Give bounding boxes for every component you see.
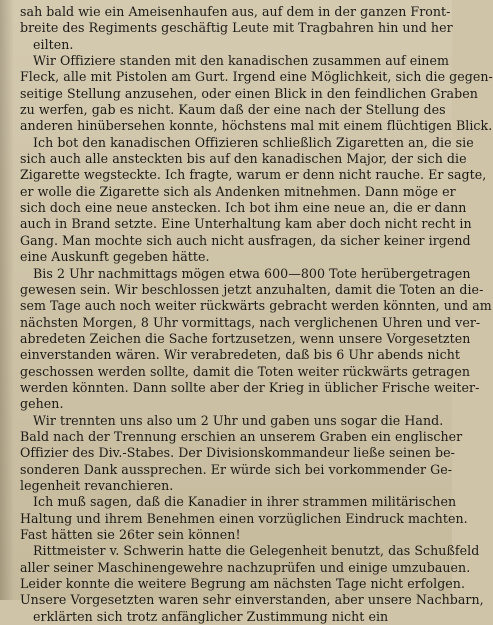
paragraph [20, 53, 493, 135]
text-line: seitige Stellung anzusehen, oder einen Blick in den feindlichen Graben [20, 85, 478, 101]
text-line: sich auch alle ansteckten bis auf den kanadischen Major, der sich die [20, 151, 467, 167]
text-line: sich doch eine neue anstecken. Ich bot ihm eine neue an, die er dann [20, 200, 467, 216]
text-line: sah bald wie ein Ameisenhaufen aus, auf dem in der ganzen Front- [20, 4, 451, 19]
text-line: zu werfen, gab es nicht. Kaum daß der eine nach der Stellung des [20, 102, 446, 118]
body-text [20, 4, 493, 625]
text-line: legenheit revanchieren. [20, 477, 174, 493]
paragraph [20, 412, 463, 495]
paragraph [20, 494, 468, 543]
text-line: geschossen werden sollte, damit die Toten weiter rückwärts getragen [20, 363, 471, 379]
paragraph [20, 134, 487, 266]
paragraph [20, 4, 453, 53]
text-line: aller seiner Maschinengewehre nachzuprüfen und einige umzubauen. [20, 559, 471, 575]
text-line: Ich muß sagen, daß die Kanadier in ihrer strammen militärischen [33, 494, 457, 510]
text-line: einverstanden wären. Wir verabredeten, daß bis 6 Uhr abends nicht [20, 347, 460, 363]
text-line: nächsten Morgen, 8 Uhr vormittags, nach verglichenen Uhren und ver- [20, 314, 481, 330]
text-line: breite des Regiments geschäftig Leute mit Tragbahren hin und her [20, 20, 453, 36]
text-line: sem Tage auch noch weiter rückwärts gebracht werden könnten, und am [20, 298, 492, 314]
text-line: eine Auskunft gegeben hätte. [20, 249, 210, 265]
text-line: Offizier des Div.-Stabes. Der Divisionskommandeur ließe seinen be- [20, 445, 455, 461]
text-line: werden könnten. Dann sollte aber der Krieg in üblicher Frische weiter- [20, 379, 480, 395]
text-line: Haltung und ihrem Benehmen einen vorzüglichen Eindruck machten. [20, 510, 468, 526]
text-line: anderen hinübersehen konnte, höchstens mal mit einem flüchtigen Blick. [20, 118, 493, 134]
paragraph [20, 265, 492, 413]
text-line: gewesen sein. Wir beschlossen jetzt anzuhalten, damit die Toten an die- [20, 281, 484, 297]
text-line: Unsere Vorgesetzten waren sehr einverstanden, aber unsere Nachbarn, [20, 592, 484, 608]
page-fold-shadow [0, 0, 14, 600]
paragraph [20, 543, 484, 625]
text-line: erklärten sich trotz anfänglicher Zustimmung nicht ein [33, 608, 389, 624]
text-line: Wir trennten uns also um 2 Uhr und gaben uns sogar die Hand. [33, 412, 444, 428]
text-line: Ich bot den kanadischen Offizieren schließlich Zigaretten an, die sie [33, 134, 474, 150]
text-line: auch in Brand setzte. Eine Unterhaltung kam aber doch nicht recht in [20, 216, 472, 232]
text-line: gehen. [20, 396, 64, 412]
text-line: eilten. [33, 36, 74, 52]
text-line: Rittmeister v. Schwerin hatte die Gelegenheit benutzt, das Schußfeld [33, 543, 480, 559]
text-line: Gang. Man mochte sich auch nicht ausfragen, da sicher keiner irgend [20, 232, 471, 248]
text-line: Bis 2 Uhr nachmittags mögen etwa 600—800 Tote herübergetragen [33, 265, 471, 281]
text-line: sonderen Dank aussprechen. Er würde sich bei vorkommender Ge- [20, 461, 453, 477]
text-line: Wir Offiziere standen mit den kanadischen zusammen auf einem [33, 53, 449, 69]
text-line: Bald nach der Trennung erschien an unserem Graben ein englischer [20, 428, 463, 444]
text-line: Zigarette wegsteckte. Ich fragte, warum er denn nicht rauche. Er sagte, [20, 167, 487, 183]
text-line: er wolle die Zigarette sich als Andenken mitnehmen. Dann möge er [20, 183, 456, 199]
text-line: abredeten Zeichen die Sache fortzusetzen, wenn unsere Vorgesetzten [20, 330, 471, 346]
text-line: Leider konnte die weitere Begrung am nächsten Tage nicht erfolgen. [20, 576, 466, 592]
text-line: Fast hätten sie 26ter sein können! [20, 527, 241, 542]
text-line: Fleck, alle mit Pistolen am Gurt. Irgend eine Möglichkeit, sich die gegen- [20, 69, 493, 85]
